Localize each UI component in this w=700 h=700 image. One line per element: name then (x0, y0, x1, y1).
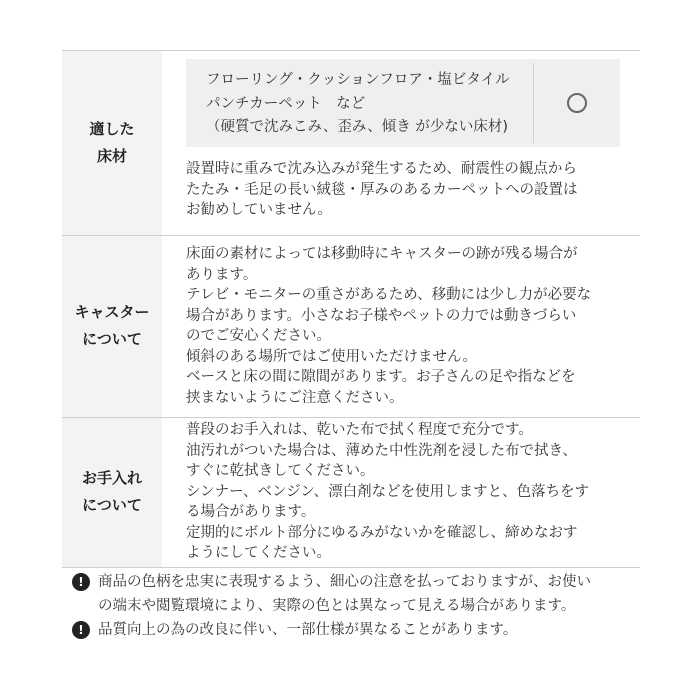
exclamation-icon: ! (72, 573, 90, 591)
row-body-caster (162, 235, 640, 417)
suitable-floor-box (186, 59, 620, 147)
note-line: お勧めしていません。 (186, 202, 332, 218)
notes (72, 570, 652, 642)
header-line: 床材 (96, 146, 127, 165)
body-line: 床面の素材によっては移動時にキャスターの跡が残る場合が (186, 246, 578, 262)
suitable-floor-text (186, 59, 533, 147)
row-header-caster (62, 235, 162, 417)
floor-note (186, 159, 634, 221)
row-caster (62, 235, 640, 417)
floor-line: パンチカーペット など (206, 95, 366, 112)
note-line: の端末や閲覧環境により、実際の色とは異なって見える場合があります。 (98, 598, 576, 614)
body-line: 傾斜のある場所ではご使用いただけません。 (186, 348, 477, 365)
header-line: について (82, 330, 142, 348)
body-line: テレビ・モニターの重さがあるため、移動には少し力が必要な (186, 287, 592, 303)
header-line: について (82, 496, 142, 514)
note-item (72, 618, 652, 642)
body-line: る場合があります。 (186, 504, 316, 521)
body-line: 定期的にボルト部分にゆるみがないかを確認し、締めなおす (186, 524, 578, 541)
circle-icon (567, 93, 587, 113)
note-text (98, 618, 652, 642)
row-body-floor (162, 51, 640, 236)
body-line: 油汚れがついた場合は、薄めた中性洗剤を浸した布で拭き、 (186, 442, 577, 459)
body-line: あります。 (186, 266, 258, 283)
note-line: 設置時に重みで沈み込みが発生するため、耐震性の観点から (186, 161, 577, 177)
body-line: すぐに乾拭きしてください。 (186, 463, 375, 480)
body-line: 場合があります。小さなお子様やペットの力では動きづらい (186, 307, 577, 324)
exclamation-icon: ! (72, 621, 90, 639)
body-line: シンナー、ベンジン、漂白剤などを使用しますと、色落ちをす (186, 483, 590, 500)
spec-table (62, 50, 640, 568)
floor-line: フローリング・クッションフロア・塩ビタイル (206, 72, 510, 88)
row-header-floor (62, 51, 162, 236)
header-line: キャスター (74, 303, 150, 321)
row-floor (62, 51, 640, 236)
floor-line: （硬質で沈みこみ、歪み、傾き が少ない床材) (206, 119, 509, 135)
body-line: ようにしてください。 (186, 545, 331, 562)
note-line: 商品の色柄を忠実に表現するよう、細心の注意を払っておりますが、お使い (98, 574, 591, 590)
suitability-mark (534, 59, 620, 147)
row-care (62, 417, 640, 567)
header-line: 適した (89, 119, 135, 138)
body-line: ベースと床の間に隙間があります。お子さんの足や指などを (186, 369, 576, 385)
note-text (98, 570, 652, 618)
row-body-care (162, 417, 640, 567)
row-header-care (62, 417, 162, 567)
note-line: たたみ・毛足の長い絨毯・厚みのあるカーペットへの設置は (186, 181, 578, 198)
body-line: 普段のお手入れは、乾いた布で拭く程度で充分です。 (186, 422, 533, 439)
header-line: お手入れ (81, 469, 142, 487)
body-line: 挟まないようにご注意ください。 (186, 389, 404, 406)
note-item (72, 570, 652, 618)
body-line: のでご安心ください。 (186, 328, 331, 344)
note-line: 品質向上の為の改良に伴い、一部仕様が異なることがあります。 (98, 622, 518, 638)
